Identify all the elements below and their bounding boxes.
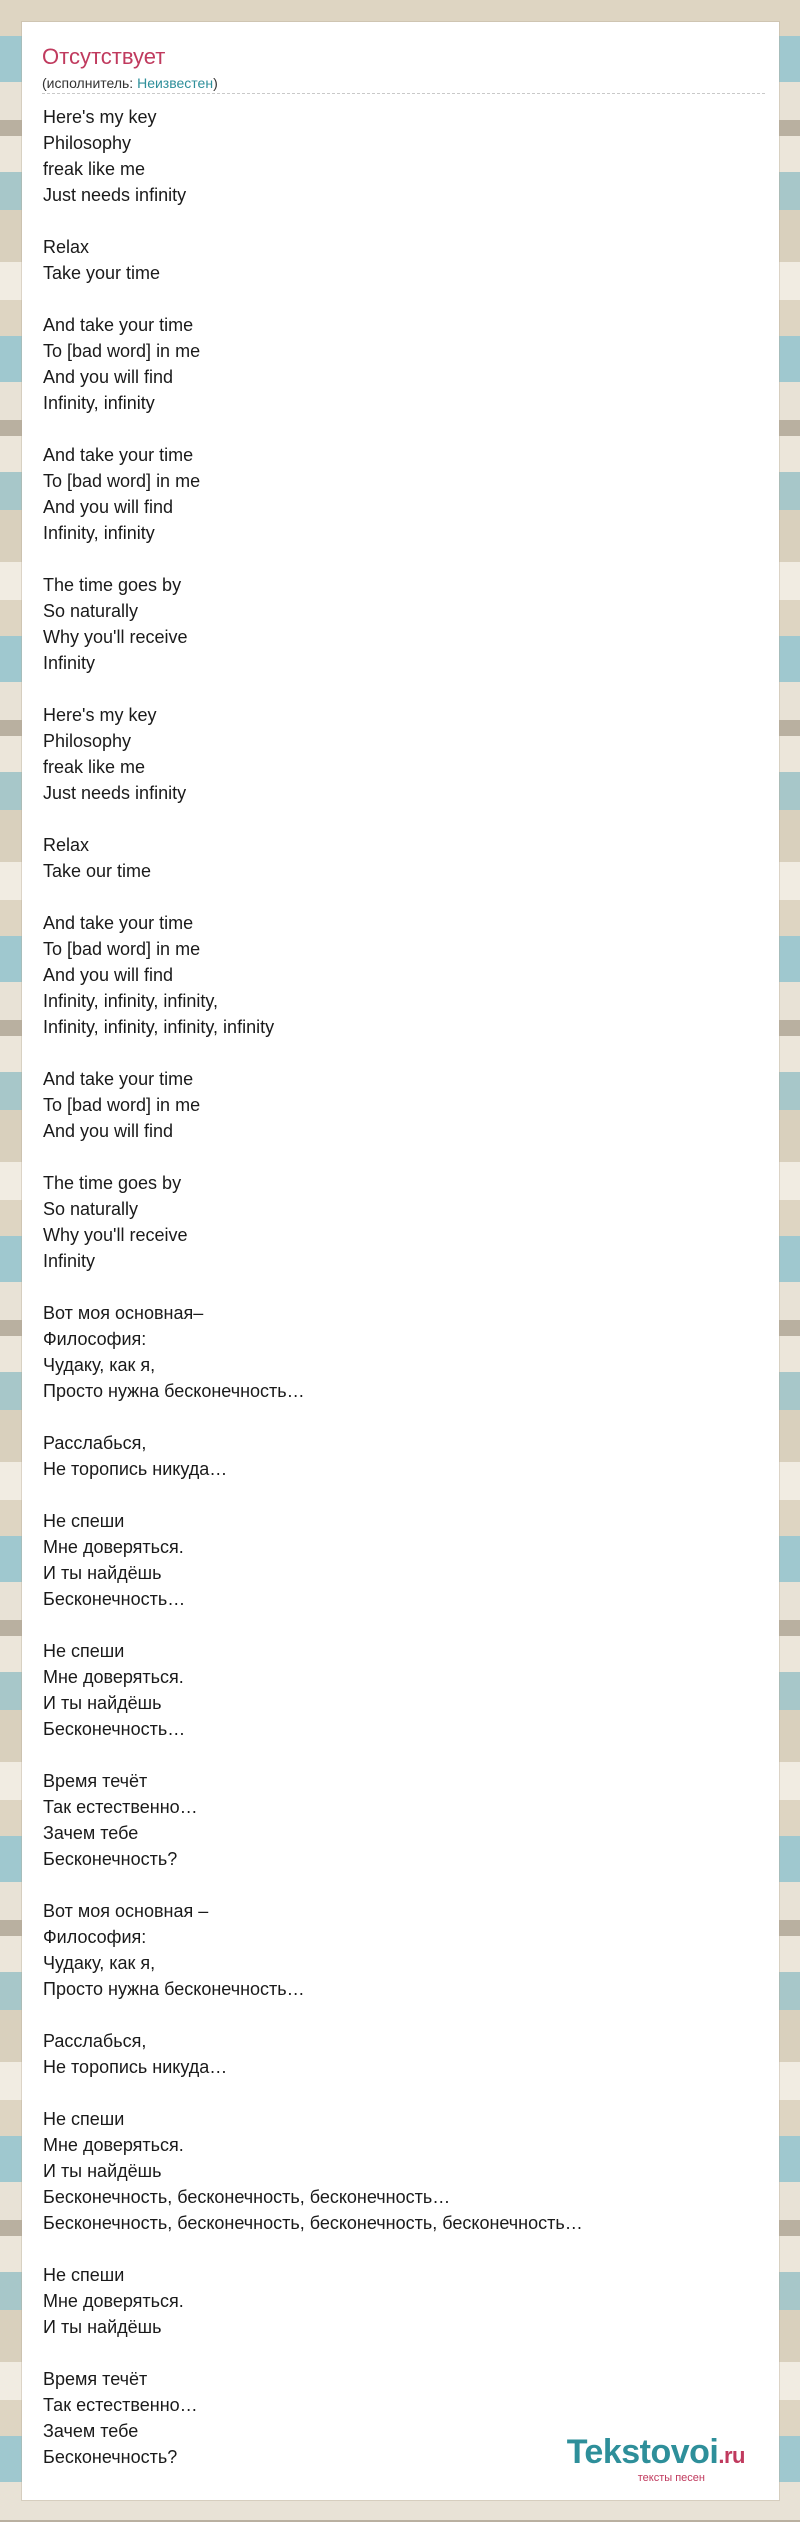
- lyric-line: So naturally: [43, 1199, 139, 1219]
- lyric-line: И ты найдёшь: [43, 2317, 162, 2337]
- lyric-line: The time goes by: [43, 575, 182, 595]
- logo-tld: .ru: [718, 2443, 745, 2468]
- lyric-spacer: [43, 1872, 763, 1898]
- lyric-line: And you will find: [43, 497, 174, 517]
- lyric-spacer: [43, 546, 763, 572]
- artist-link[interactable]: Неизвестен: [137, 75, 214, 91]
- lyric-line: Philosophy: [43, 133, 132, 153]
- lyric-line: И ты найдёшь: [43, 1693, 162, 1713]
- lyric-line: Вот моя основная–: [43, 1303, 204, 1323]
- song-title: Отсутствует: [42, 44, 166, 69]
- lyric-line: Бесконечность…: [43, 1589, 186, 1609]
- lyric-line: Just needs infinity: [43, 783, 187, 803]
- lyric-line: Infinity, infinity: [43, 393, 155, 413]
- lyric-line: Infinity: [43, 653, 96, 673]
- lyric-spacer: [43, 1742, 763, 1768]
- lyric-line: Take your time: [43, 263, 161, 283]
- lyric-line: And you will find: [43, 1121, 174, 1141]
- lyric-spacer: [43, 2002, 763, 2028]
- lyric-line: And take your time: [43, 1069, 194, 1089]
- lyric-spacer: [43, 676, 763, 702]
- lyric-spacer: [43, 1404, 763, 1430]
- lyric-line: Why you'll receive: [43, 1225, 188, 1245]
- logo-wordmark: [567, 2434, 745, 2474]
- song-header: [42, 44, 759, 94]
- lyric-line: Не спеши: [43, 1511, 125, 1531]
- lyric-spacer: [43, 416, 763, 442]
- lyric-spacer: [43, 208, 763, 234]
- lyric-spacer: [43, 806, 763, 832]
- lyric-line: Зачем тебе: [43, 2421, 139, 2441]
- lyric-line: And you will find: [43, 367, 174, 387]
- lyric-line: To [bad word] in me: [43, 471, 201, 491]
- lyric-line: Here's my key: [43, 107, 157, 127]
- lyric-line: Философия:: [43, 1927, 147, 1947]
- lyric-line: Не спеши: [43, 2265, 125, 2285]
- lyric-spacer: [43, 286, 763, 312]
- lyric-line: Take our time: [43, 861, 152, 881]
- lyric-line: Чудаку, как я,: [43, 1953, 156, 1973]
- lyric-line: Так естественно…: [43, 1797, 198, 1817]
- lyric-line: Бесконечность?: [43, 2447, 178, 2467]
- lyric-spacer: [43, 1482, 763, 1508]
- lyric-line: Мне доверяться.: [43, 2135, 184, 2155]
- lyric-line: Here's my key: [43, 705, 157, 725]
- lyric-line: Просто нужна бесконечность…: [43, 1979, 305, 1999]
- lyric-line: Infinity, infinity, infinity, infinity: [43, 1017, 275, 1037]
- lyric-line: Бесконечность, бесконечность, бесконечность…: [43, 2187, 451, 2207]
- lyric-line: And take your time: [43, 315, 194, 335]
- lyric-spacer: [43, 2340, 763, 2366]
- lyric-line: Расслабься,: [43, 2031, 147, 2051]
- lyric-line: To [bad word] in me: [43, 939, 201, 959]
- lyric-line: Зачем тебе: [43, 1823, 139, 1843]
- lyric-line: И ты найдёшь: [43, 1563, 162, 1583]
- lyric-line: Infinity, infinity, infinity,: [43, 991, 219, 1011]
- lyric-line: freak like me: [43, 757, 146, 777]
- lyric-line: Infinity, infinity: [43, 523, 155, 543]
- lyric-line: Философия:: [43, 1329, 147, 1349]
- lyric-line: Время течёт: [43, 1771, 148, 1791]
- artist-line: [42, 74, 759, 92]
- lyric-spacer: [43, 2080, 763, 2106]
- lyric-line: So naturally: [43, 601, 139, 621]
- lyric-spacer: [43, 1040, 763, 1066]
- lyric-line: Не торопись никуда…: [43, 2057, 228, 2077]
- lyric-line: Так естественно…: [43, 2395, 198, 2415]
- artist-suffix: ): [213, 75, 218, 91]
- lyric-line: Мне доверяться.: [43, 2291, 184, 2311]
- lyric-line: Relax: [43, 835, 90, 855]
- lyric-line: Мне доверяться.: [43, 1537, 184, 1557]
- site-logo[interactable]: [567, 2434, 745, 2484]
- lyric-line: Не спеши: [43, 1641, 125, 1661]
- lyric-line: And you will find: [43, 965, 174, 985]
- logo-name: Tekstovoi: [566, 2433, 719, 2471]
- lyric-spacer: [43, 1144, 763, 1170]
- lyric-line: Бесконечность?: [43, 1849, 178, 1869]
- artist-prefix: (исполнитель:: [42, 75, 138, 91]
- lyric-line: И ты найдёшь: [43, 2161, 162, 2181]
- lyric-line: Просто нужна бесконечность…: [43, 1381, 305, 1401]
- lyric-line: To [bad word] in me: [43, 341, 201, 361]
- lyric-line: Infinity: [43, 1251, 96, 1271]
- lyric-spacer: [43, 2236, 763, 2262]
- lyric-line: Бесконечность…: [43, 1719, 186, 1739]
- lyric-line: Just needs infinity: [43, 185, 187, 205]
- lyric-line: Чудаку, как я,: [43, 1355, 156, 1375]
- lyric-line: And take your time: [43, 913, 194, 933]
- lyric-line: To [bad word] in me: [43, 1095, 201, 1115]
- lyric-line: Why you'll receive: [43, 627, 188, 647]
- lyric-line: Не торопись никуда…: [43, 1459, 228, 1479]
- lyric-line: The time goes by: [43, 1173, 182, 1193]
- lyric-line: Бесконечность, бесконечность, бесконечность, бесконечность…: [43, 2213, 583, 2233]
- lyrics-card: [22, 22, 779, 2500]
- header-divider: [42, 93, 765, 94]
- lyric-line: Вот моя основная –: [43, 1901, 209, 1921]
- lyric-line: And take your time: [43, 445, 194, 465]
- lyric-line: freak like me: [43, 159, 146, 179]
- lyric-line: Время течёт: [43, 2369, 148, 2389]
- lyric-line: Relax: [43, 237, 90, 257]
- lyric-spacer: [43, 884, 763, 910]
- lyric-line: Philosophy: [43, 731, 132, 751]
- lyric-line: Мне доверяться.: [43, 1667, 184, 1687]
- lyric-spacer: [43, 1612, 763, 1638]
- lyric-spacer: [43, 1274, 763, 1300]
- lyric-line: Не спеши: [43, 2109, 125, 2129]
- logo-tagline: тексты песен: [637, 2472, 705, 2484]
- lyric-line: Расслабься,: [43, 1433, 147, 1453]
- lyrics-text: [43, 104, 763, 2470]
